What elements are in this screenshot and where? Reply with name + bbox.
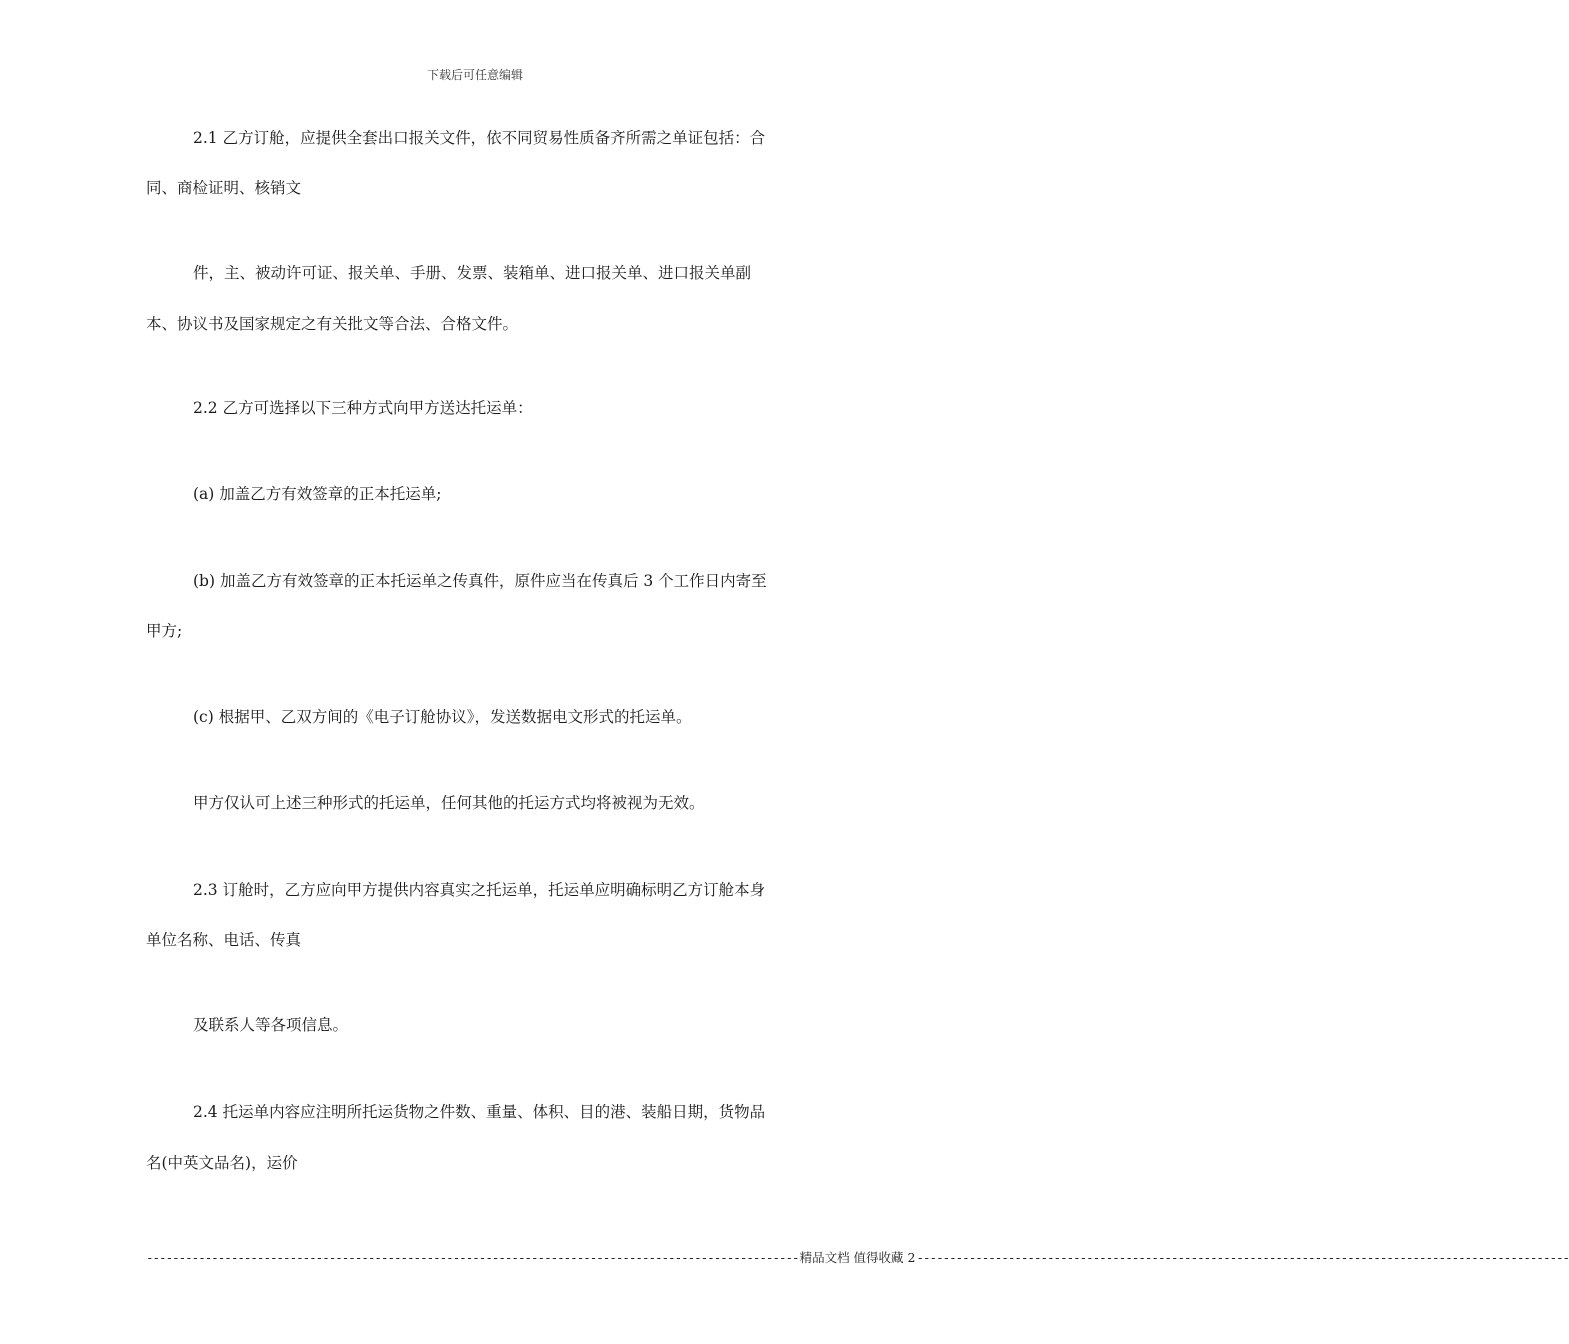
paragraph-line: 2.1 乙方订舱，应提供全套出口报关文件，依不同贸易性质备齐所需之单证包括：合: [193, 129, 766, 147]
paragraph-line: 单位名称、电话、传真: [146, 931, 302, 949]
paragraph-line: 本、协议书及国家规定之有关批文等合法、合格文件。: [146, 315, 519, 333]
paragraph-line: (a) 加盖乙方有效签章的正本托运单;: [193, 485, 442, 503]
footer-left-rule: ----------------------------------------------------------------------------------------------------: [146, 1249, 799, 1265]
paragraph-line: 同、商检证明、核销文: [146, 179, 302, 197]
page-header: 下载后可任意编辑: [426, 68, 523, 82]
paragraph-line: 名(中英文品名)，运价: [146, 1154, 298, 1172]
paragraph-line: 甲方;: [146, 622, 183, 640]
paragraph-line: 甲方仅认可上述三种形式的托运单，任何其他的托运方式均将被视为无效。: [193, 794, 705, 812]
footer-right-rule: ----------------------------------------------------------------------------------------------------: [916, 1249, 1569, 1265]
paragraph-line: 2.3 订舱时，乙方应向甲方提供内容真实之托运单，托运单应明确标明乙方订舱本身: [193, 881, 766, 899]
paragraph-line: 2.2 乙方可选择以下三种方式向甲方送达托运单：: [193, 399, 533, 417]
paragraph-line: (b) 加盖乙方有效签章的正本托运单之传真件，原件应当在传真后 3 个工作日内寄至: [193, 572, 767, 590]
paragraph-line: 件，主、被动许可证、报关单、手册、发票、装箱单、进口报关单、进口报关单副: [193, 264, 752, 282]
paragraph-line: (c) 根据甲、乙双方间的《电子订舱协议》，发送数据电文形式的托运单。: [193, 708, 692, 726]
paragraph-line: 2.4 托运单内容应注明所托运货物之件数、重量、体积、目的港、装船日期，货物品: [193, 1103, 766, 1121]
page-number: 2: [907, 1250, 916, 1265]
page-footer: [146, 1248, 1569, 1266]
footer-text: [799, 1248, 917, 1266]
footer-label: 精品文档 值得收藏: [799, 1250, 904, 1265]
paragraph-line: 及联系人等各项信息。: [193, 1016, 349, 1034]
